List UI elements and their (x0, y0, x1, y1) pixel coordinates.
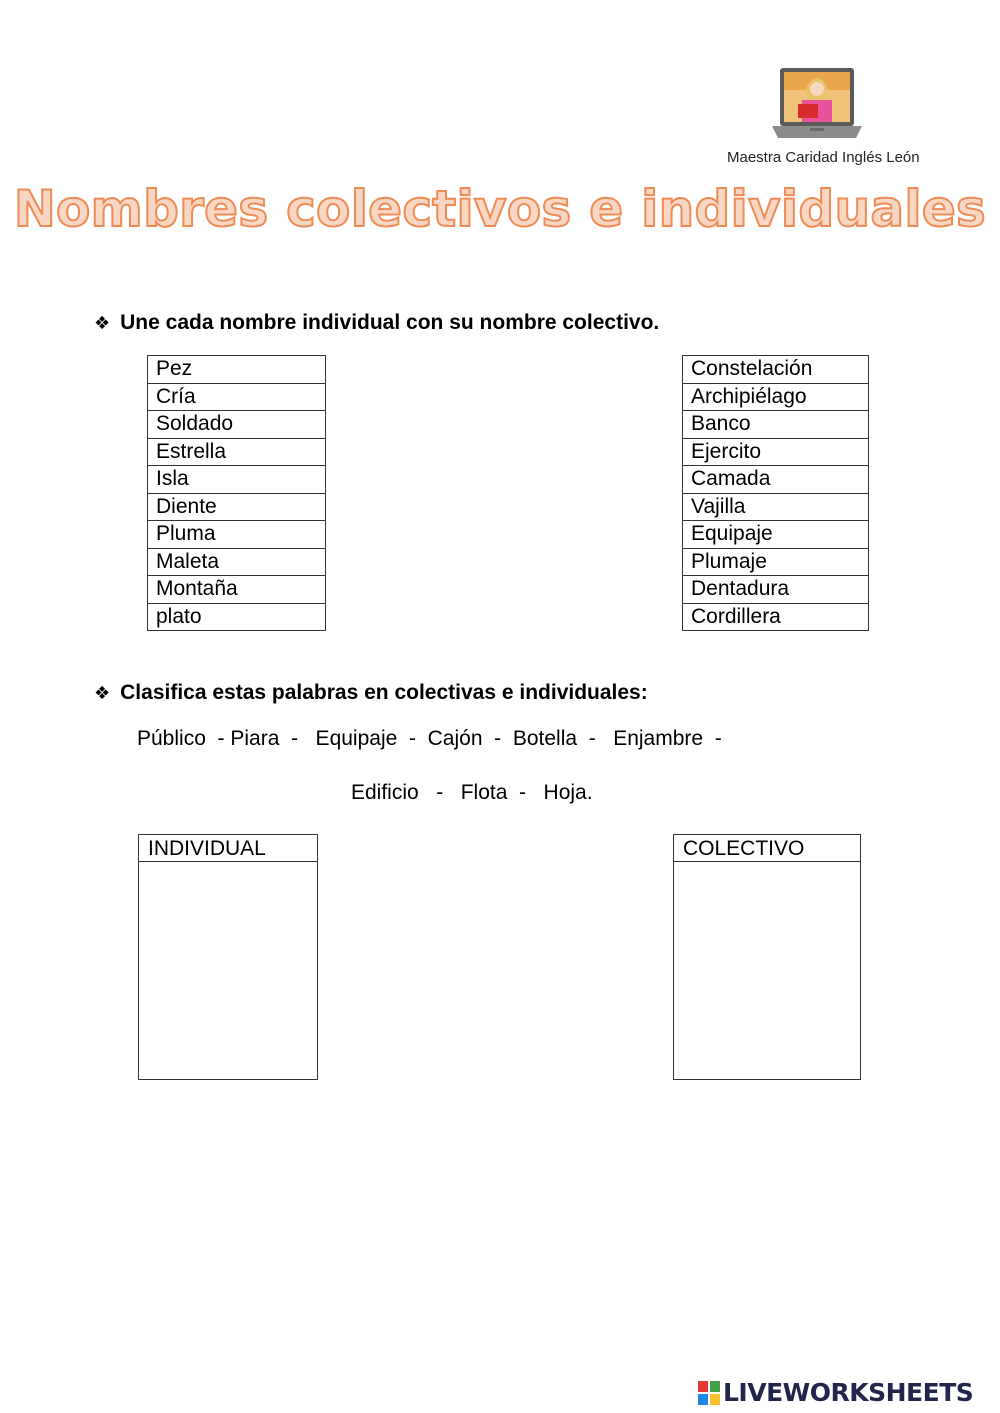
exercise-1-instruction (94, 311, 659, 335)
collective-word[interactable]: Constelación (683, 356, 869, 384)
exercise-2-text: Clasifica estas palabras en colectivas e individuales: (120, 681, 648, 704)
table-row (683, 603, 869, 631)
table-row (148, 466, 326, 494)
individual-word[interactable]: Cría (148, 383, 326, 411)
individual-word[interactable]: Pluma (148, 521, 326, 549)
collective-words-table (682, 355, 869, 631)
collective-word[interactable]: Archipiélago (683, 383, 869, 411)
individual-words-table (147, 355, 326, 631)
exercise-2-instruction (94, 681, 648, 705)
table-row (148, 356, 326, 384)
individual-word[interactable]: Soldado (148, 411, 326, 439)
table-row (148, 411, 326, 439)
liveworksheets-brand (698, 1378, 973, 1407)
table-row (683, 493, 869, 521)
diamond-bullet-icon: ❖ (94, 683, 111, 703)
individual-word[interactable]: Estrella (148, 438, 326, 466)
collective-word[interactable]: Camada (683, 466, 869, 494)
collective-word[interactable]: Cordillera (683, 603, 869, 631)
individual-word[interactable]: Isla (148, 466, 326, 494)
collective-word[interactable]: Banco (683, 411, 869, 439)
table-row (148, 383, 326, 411)
individual-drop-box[interactable] (138, 834, 318, 1080)
author-credit: Maestra Caridad Inglés León (727, 149, 920, 166)
individual-word[interactable]: Maleta (148, 548, 326, 576)
classify-words-line-2: Edificio - Flota - Hoja. (351, 781, 593, 804)
table-row (148, 603, 326, 631)
colectivo-drop-box[interactable] (673, 834, 861, 1080)
colectivo-box-label: COLECTIVO (674, 835, 860, 862)
table-row (148, 493, 326, 521)
table-row (683, 466, 869, 494)
table-row (683, 383, 869, 411)
teacher-avatar-laptop-logo (772, 62, 862, 144)
table-row (683, 576, 869, 604)
table-row (683, 411, 869, 439)
table-row (148, 548, 326, 576)
collective-word[interactable]: Vajilla (683, 493, 869, 521)
table-row (148, 438, 326, 466)
individual-word[interactable]: Pez (148, 356, 326, 384)
individual-word[interactable]: Diente (148, 493, 326, 521)
liveworksheets-logo-icon (698, 1381, 720, 1405)
collective-word[interactable]: Equipaje (683, 521, 869, 549)
individual-box-label: INDIVIDUAL (139, 835, 317, 862)
collective-word[interactable]: Ejercito (683, 438, 869, 466)
exercise-1-text: Une cada nombre individual con su nombre colectivo. (120, 311, 660, 334)
table-row (683, 548, 869, 576)
diamond-bullet-icon: ❖ (94, 313, 111, 333)
page-title: Nombres colectivos e individuales (13, 180, 987, 238)
table-row (683, 521, 869, 549)
table-row (683, 356, 869, 384)
individual-word[interactable]: Montaña (148, 576, 326, 604)
table-row (683, 438, 869, 466)
collective-word[interactable]: Dentadura (683, 576, 869, 604)
table-row (148, 576, 326, 604)
classify-words-line-1: Público - Piara - Equipaje - Cajón - Botella - Enjambre - (137, 727, 722, 750)
collective-word[interactable]: Plumaje (683, 548, 869, 576)
brand-wordmark: LIVEWORKSHEETS (723, 1378, 974, 1407)
individual-word[interactable]: plato (148, 603, 326, 631)
table-row (148, 521, 326, 549)
